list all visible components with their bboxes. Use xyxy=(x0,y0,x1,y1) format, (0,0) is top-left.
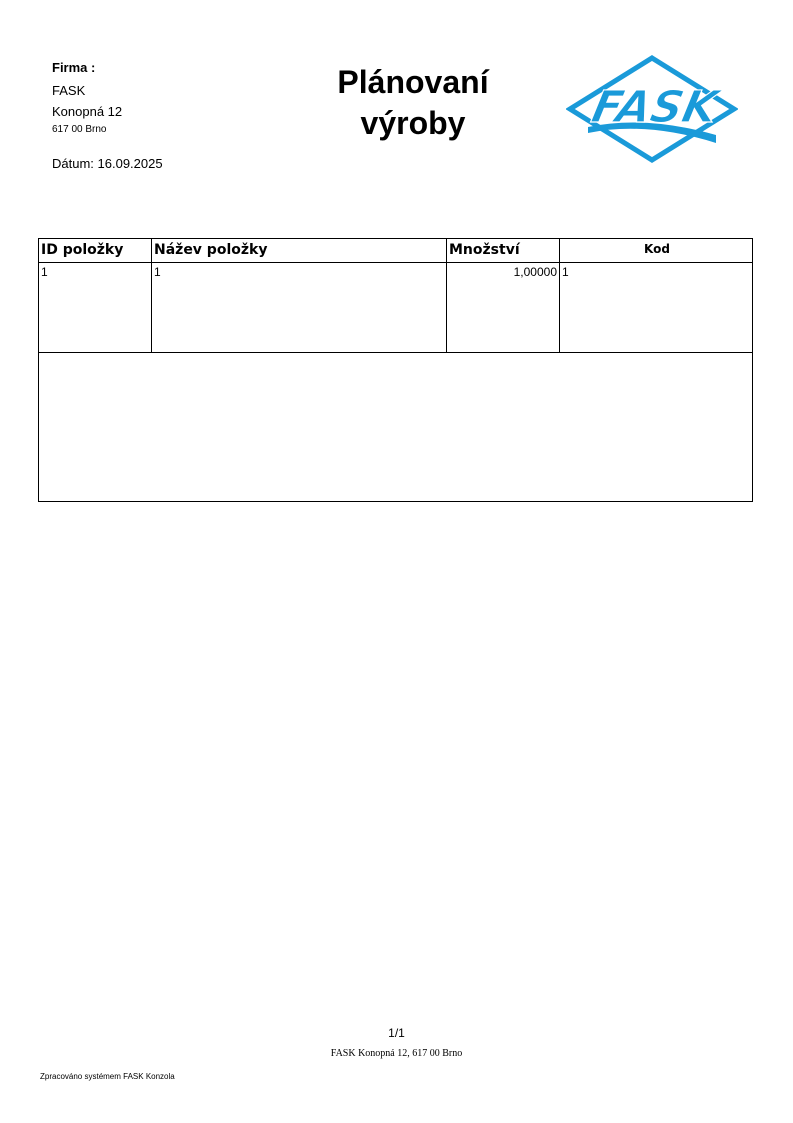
company-street: Konopná 12 xyxy=(52,104,123,119)
header-id: ID položky xyxy=(41,242,124,258)
cell-code: 1 xyxy=(562,265,569,279)
items-table xyxy=(38,238,753,502)
rows-divider xyxy=(39,352,752,353)
header-name: Nážev položky xyxy=(154,242,268,258)
column-divider xyxy=(446,239,447,353)
company-name: FASK xyxy=(52,83,86,98)
logo-text: FASK xyxy=(587,82,723,133)
cell-quantity: 1,00000 xyxy=(513,265,557,279)
document-date: Dátum: 16.09.2025 xyxy=(52,156,163,171)
fask-logo xyxy=(566,55,738,163)
company-city: 617 00 Brno xyxy=(52,124,107,135)
cell-id: 1 xyxy=(41,265,48,279)
page-number: 1/1 xyxy=(388,1026,405,1040)
title-line-2: výroby xyxy=(360,105,466,141)
cell-name: 1 xyxy=(154,265,161,279)
header-quantity: Množství xyxy=(449,242,520,258)
footer-address: FASK Konopná 12, 617 00 Brno xyxy=(330,1048,463,1059)
footer-system-note: Zpracováno systémem FASK Konzola xyxy=(40,1072,175,1081)
title-line-1: Plánovaní xyxy=(337,64,489,100)
company-label: Firma : xyxy=(52,60,96,75)
page-title xyxy=(300,62,526,144)
header-divider xyxy=(39,262,752,263)
column-divider xyxy=(151,239,152,353)
header-code: Kod xyxy=(644,242,670,256)
column-divider xyxy=(559,239,560,353)
